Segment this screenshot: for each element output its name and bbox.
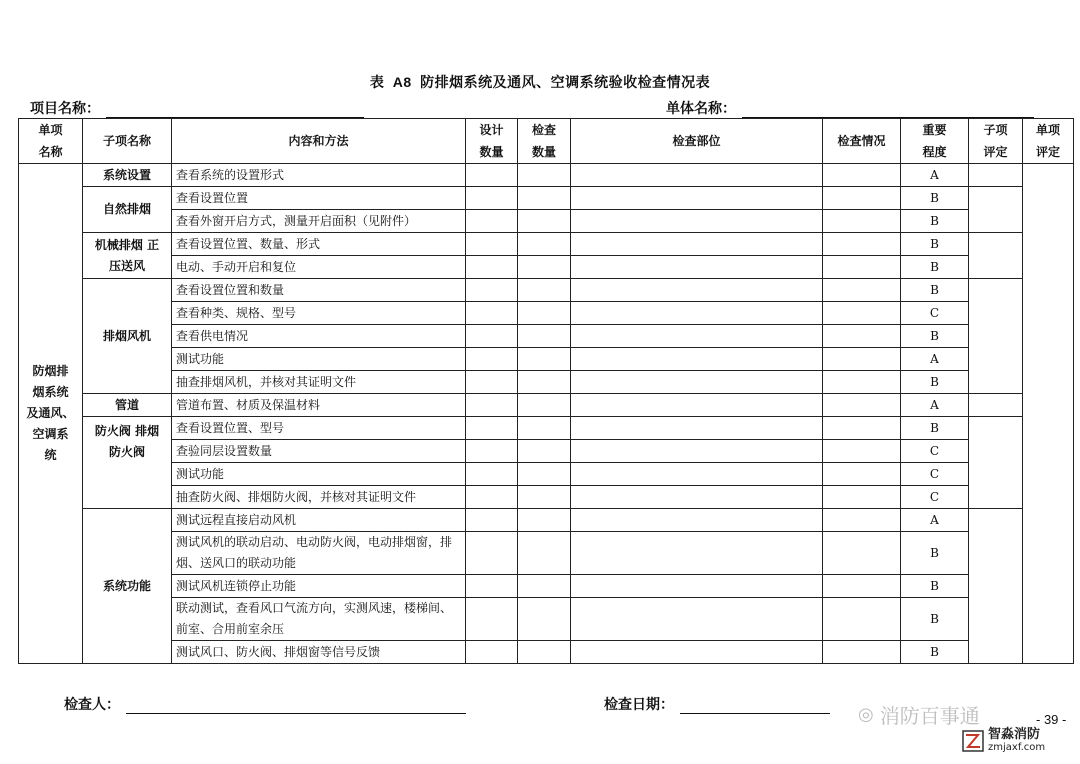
- subitem-natural-smoke: 自然排烟: [83, 187, 172, 233]
- sub-eval-cell[interactable]: [969, 417, 1023, 509]
- content-cell: 管道布置、材质及保温材料: [172, 394, 466, 417]
- table-row: [19, 256, 1074, 279]
- header-item-eval: 单项 评定: [1023, 119, 1074, 164]
- content-cell: 查看种类、规格、型号: [172, 302, 466, 325]
- watermark-text: 消防百事通: [879, 704, 980, 728]
- inspector-blank[interactable]: [126, 699, 466, 714]
- sub-eval-cell[interactable]: [969, 164, 1023, 187]
- table-row: [19, 325, 1074, 348]
- design-qty-cell[interactable]: [466, 187, 518, 210]
- sub-eval-cell[interactable]: [969, 509, 1023, 664]
- sub-eval-cell[interactable]: [969, 279, 1023, 394]
- location-cell[interactable]: [571, 486, 823, 509]
- header-subitem: 子项名称: [83, 119, 172, 164]
- watermark: [858, 700, 980, 729]
- status-cell[interactable]: [823, 598, 901, 641]
- project-name-field: [30, 98, 364, 118]
- importance-cell: C: [901, 463, 969, 486]
- design-qty-cell[interactable]: [466, 598, 518, 641]
- design-qty-cell[interactable]: [466, 279, 518, 302]
- check-qty-cell[interactable]: [518, 486, 571, 509]
- design-qty-cell[interactable]: [466, 440, 518, 463]
- status-cell[interactable]: [823, 210, 901, 233]
- wechat-icon: ◎: [858, 704, 874, 725]
- importance-cell: B: [901, 279, 969, 302]
- content-cell: 查看供电情况: [172, 325, 466, 348]
- location-cell[interactable]: [571, 187, 823, 210]
- header-importance: 重要 程度: [901, 119, 969, 164]
- status-cell[interactable]: [823, 187, 901, 210]
- content-cell: 查看系统的设置形式: [172, 164, 466, 187]
- project-name-label: 项目名称：: [30, 101, 100, 117]
- design-qty-cell[interactable]: [466, 417, 518, 440]
- unit-name-blank[interactable]: [742, 103, 1034, 118]
- check-qty-cell[interactable]: [518, 509, 571, 532]
- content-cell: 查看外窗开启方式，测量开启面积（见附件）: [172, 210, 466, 233]
- header-content: 内容和方法: [172, 119, 466, 164]
- status-cell[interactable]: [823, 417, 901, 440]
- importance-cell: B: [901, 575, 969, 598]
- content-cell: 抽查防火阀、排烟防火阀，并核对其证明文件: [172, 486, 466, 509]
- table-row: [19, 532, 1074, 575]
- check-qty-cell[interactable]: [518, 641, 571, 664]
- status-cell[interactable]: [823, 509, 901, 532]
- content-cell: 测试风机的联动启动、电动防火阀，电动排烟窗，排烟、送风口的联动功能: [172, 532, 466, 575]
- table-row: [19, 187, 1074, 210]
- check-qty-cell[interactable]: [518, 302, 571, 325]
- design-qty-cell[interactable]: [466, 302, 518, 325]
- table-row: [19, 348, 1074, 371]
- table-row: [19, 302, 1074, 325]
- table-row: [19, 641, 1074, 664]
- check-qty-cell[interactable]: [518, 532, 571, 575]
- location-cell[interactable]: [571, 325, 823, 348]
- design-qty-cell[interactable]: [466, 164, 518, 187]
- status-cell[interactable]: [823, 486, 901, 509]
- design-qty-cell[interactable]: [466, 348, 518, 371]
- table-row: [19, 486, 1074, 509]
- check-qty-cell[interactable]: [518, 164, 571, 187]
- location-cell[interactable]: [571, 371, 823, 394]
- content-cell: 查看设置位置和数量: [172, 279, 466, 302]
- header-design-qty: 设计 数量: [466, 119, 518, 164]
- check-qty-cell[interactable]: [518, 371, 571, 394]
- location-cell[interactable]: [571, 463, 823, 486]
- table-row: [19, 233, 1074, 256]
- subitem-mechanical-smoke: 机械排烟 正 压送风: [83, 233, 172, 279]
- location-cell[interactable]: [571, 210, 823, 233]
- importance-cell: B: [901, 532, 969, 575]
- content-cell: 抽查排烟风机，并核对其证明文件: [172, 371, 466, 394]
- status-cell[interactable]: [823, 532, 901, 575]
- importance-cell: A: [901, 348, 969, 371]
- content-cell: 查看设置位置: [172, 187, 466, 210]
- location-cell[interactable]: [571, 233, 823, 256]
- project-name-blank[interactable]: [106, 103, 364, 118]
- content-cell: 电动、手动开启和复位: [172, 256, 466, 279]
- table-row: [19, 575, 1074, 598]
- table-row: [19, 164, 1074, 187]
- content-cell: 查验同层设置数量: [172, 440, 466, 463]
- header-status: 检查情况: [823, 119, 901, 164]
- header-item: 单项 名称: [19, 119, 83, 164]
- importance-cell: B: [901, 256, 969, 279]
- sub-eval-cell[interactable]: [969, 233, 1023, 279]
- page-number: - 39 -: [1036, 712, 1067, 727]
- location-cell[interactable]: [571, 302, 823, 325]
- check-qty-cell[interactable]: [518, 210, 571, 233]
- design-qty-cell[interactable]: [466, 394, 518, 417]
- location-cell[interactable]: [571, 575, 823, 598]
- content-cell: 查看设置位置、数量、形式: [172, 233, 466, 256]
- date-blank[interactable]: [680, 699, 830, 714]
- check-qty-cell[interactable]: [518, 348, 571, 371]
- importance-cell: A: [901, 164, 969, 187]
- content-cell: 测试风机连锁停止功能: [172, 575, 466, 598]
- content-cell: 联动测试，查看风口气流方向，实测风速，楼梯间、前室、合用前室余压: [172, 598, 466, 641]
- design-qty-cell[interactable]: [466, 325, 518, 348]
- status-cell[interactable]: [823, 164, 901, 187]
- title-text: 防排烟系统及通风、空调系统验收检查情况表: [420, 75, 711, 91]
- importance-cell: B: [901, 233, 969, 256]
- status-cell[interactable]: [823, 641, 901, 664]
- table-row: [19, 371, 1074, 394]
- location-cell[interactable]: [571, 279, 823, 302]
- status-cell[interactable]: [823, 394, 901, 417]
- check-qty-cell[interactable]: [518, 440, 571, 463]
- subitem-duct: 管道: [83, 394, 172, 417]
- location-cell[interactable]: [571, 417, 823, 440]
- status-cell[interactable]: [823, 233, 901, 256]
- design-qty-cell[interactable]: [466, 210, 518, 233]
- check-qty-cell[interactable]: [518, 417, 571, 440]
- importance-cell: C: [901, 440, 969, 463]
- inspector-label: 检查人：: [64, 697, 120, 713]
- table-row: [19, 417, 1074, 440]
- location-cell[interactable]: [571, 641, 823, 664]
- status-cell[interactable]: [823, 440, 901, 463]
- sub-eval-cell[interactable]: [969, 187, 1023, 233]
- importance-cell: C: [901, 486, 969, 509]
- title-prefix: 表: [369, 75, 385, 91]
- logo-name: 智淼消防: [988, 727, 1041, 742]
- header-row: [19, 119, 1074, 164]
- table-title: [0, 72, 1080, 92]
- check-qty-cell[interactable]: [518, 325, 571, 348]
- subitem-system-function: 系统功能: [83, 509, 172, 664]
- header-sub-eval: 子项 评定: [969, 119, 1023, 164]
- status-cell[interactable]: [823, 463, 901, 486]
- content-cell: 测试远程直接启动风机: [172, 509, 466, 532]
- subitem-fire-damper: 防火阀 排烟 防火阀: [83, 417, 172, 509]
- table-row: [19, 279, 1074, 302]
- importance-cell: B: [901, 598, 969, 641]
- table-row: [19, 210, 1074, 233]
- subitem-system-setup: 系统设置: [83, 164, 172, 187]
- check-qty-cell[interactable]: [518, 279, 571, 302]
- sub-eval-cell[interactable]: [969, 394, 1023, 417]
- subitem-smoke-fan: 排烟风机: [83, 279, 172, 394]
- table-row: [19, 509, 1074, 532]
- header-check-qty: 检查 数量: [518, 119, 571, 164]
- location-cell[interactable]: [571, 532, 823, 575]
- status-cell[interactable]: [823, 325, 901, 348]
- location-cell[interactable]: [571, 256, 823, 279]
- logo-mark-icon: [962, 730, 984, 752]
- date-label: 检查日期：: [604, 697, 674, 713]
- unit-name-label: 单体名称：: [666, 101, 736, 117]
- status-cell[interactable]: [823, 348, 901, 371]
- importance-cell: B: [901, 371, 969, 394]
- logo-url: zmjaxf.com: [988, 742, 1046, 753]
- title-code: A8: [392, 74, 412, 90]
- importance-cell: B: [901, 417, 969, 440]
- design-qty-cell[interactable]: [466, 641, 518, 664]
- check-qty-cell[interactable]: [518, 575, 571, 598]
- importance-cell: A: [901, 394, 969, 417]
- design-qty-cell[interactable]: [466, 371, 518, 394]
- design-qty-cell[interactable]: [466, 463, 518, 486]
- design-qty-cell[interactable]: [466, 575, 518, 598]
- main-item-cell: 防烟排 烟系统 及通风、 空调系 统: [19, 164, 83, 664]
- brand-logo: [962, 728, 1045, 754]
- table-row: [19, 440, 1074, 463]
- check-qty-cell[interactable]: [518, 233, 571, 256]
- table-row: [19, 463, 1074, 486]
- design-qty-cell[interactable]: [466, 532, 518, 575]
- importance-cell: B: [901, 325, 969, 348]
- design-qty-cell[interactable]: [466, 256, 518, 279]
- location-cell[interactable]: [571, 509, 823, 532]
- location-cell[interactable]: [571, 598, 823, 641]
- location-cell[interactable]: [571, 440, 823, 463]
- check-qty-cell[interactable]: [518, 394, 571, 417]
- item-eval-cell[interactable]: [1023, 164, 1074, 664]
- status-cell[interactable]: [823, 279, 901, 302]
- content-cell: 测试风口、防火阀、排烟窗等信号反馈: [172, 641, 466, 664]
- importance-cell: B: [901, 641, 969, 664]
- design-qty-cell[interactable]: [466, 509, 518, 532]
- status-cell[interactable]: [823, 371, 901, 394]
- header-location: 检查部位: [571, 119, 823, 164]
- importance-cell: B: [901, 210, 969, 233]
- unit-name-field: [666, 98, 1034, 118]
- check-qty-cell[interactable]: [518, 598, 571, 641]
- status-cell[interactable]: [823, 302, 901, 325]
- importance-cell: A: [901, 509, 969, 532]
- importance-cell: B: [901, 187, 969, 210]
- status-cell[interactable]: [823, 256, 901, 279]
- design-qty-cell[interactable]: [466, 486, 518, 509]
- table-row: [19, 394, 1074, 417]
- importance-cell: C: [901, 302, 969, 325]
- status-cell[interactable]: [823, 575, 901, 598]
- content-cell: 查看设置位置、型号: [172, 417, 466, 440]
- check-qty-cell[interactable]: [518, 187, 571, 210]
- date-field: [604, 694, 830, 714]
- location-cell[interactable]: [571, 394, 823, 417]
- location-cell[interactable]: [571, 164, 823, 187]
- table-row: [19, 598, 1074, 641]
- content-cell: 测试功能: [172, 348, 466, 371]
- content-cell: 测试功能: [172, 463, 466, 486]
- design-qty-cell[interactable]: [466, 233, 518, 256]
- inspection-table: [18, 118, 1074, 664]
- location-cell[interactable]: [571, 348, 823, 371]
- inspector-field: [64, 694, 466, 714]
- check-qty-cell[interactable]: [518, 463, 571, 486]
- check-qty-cell[interactable]: [518, 256, 571, 279]
